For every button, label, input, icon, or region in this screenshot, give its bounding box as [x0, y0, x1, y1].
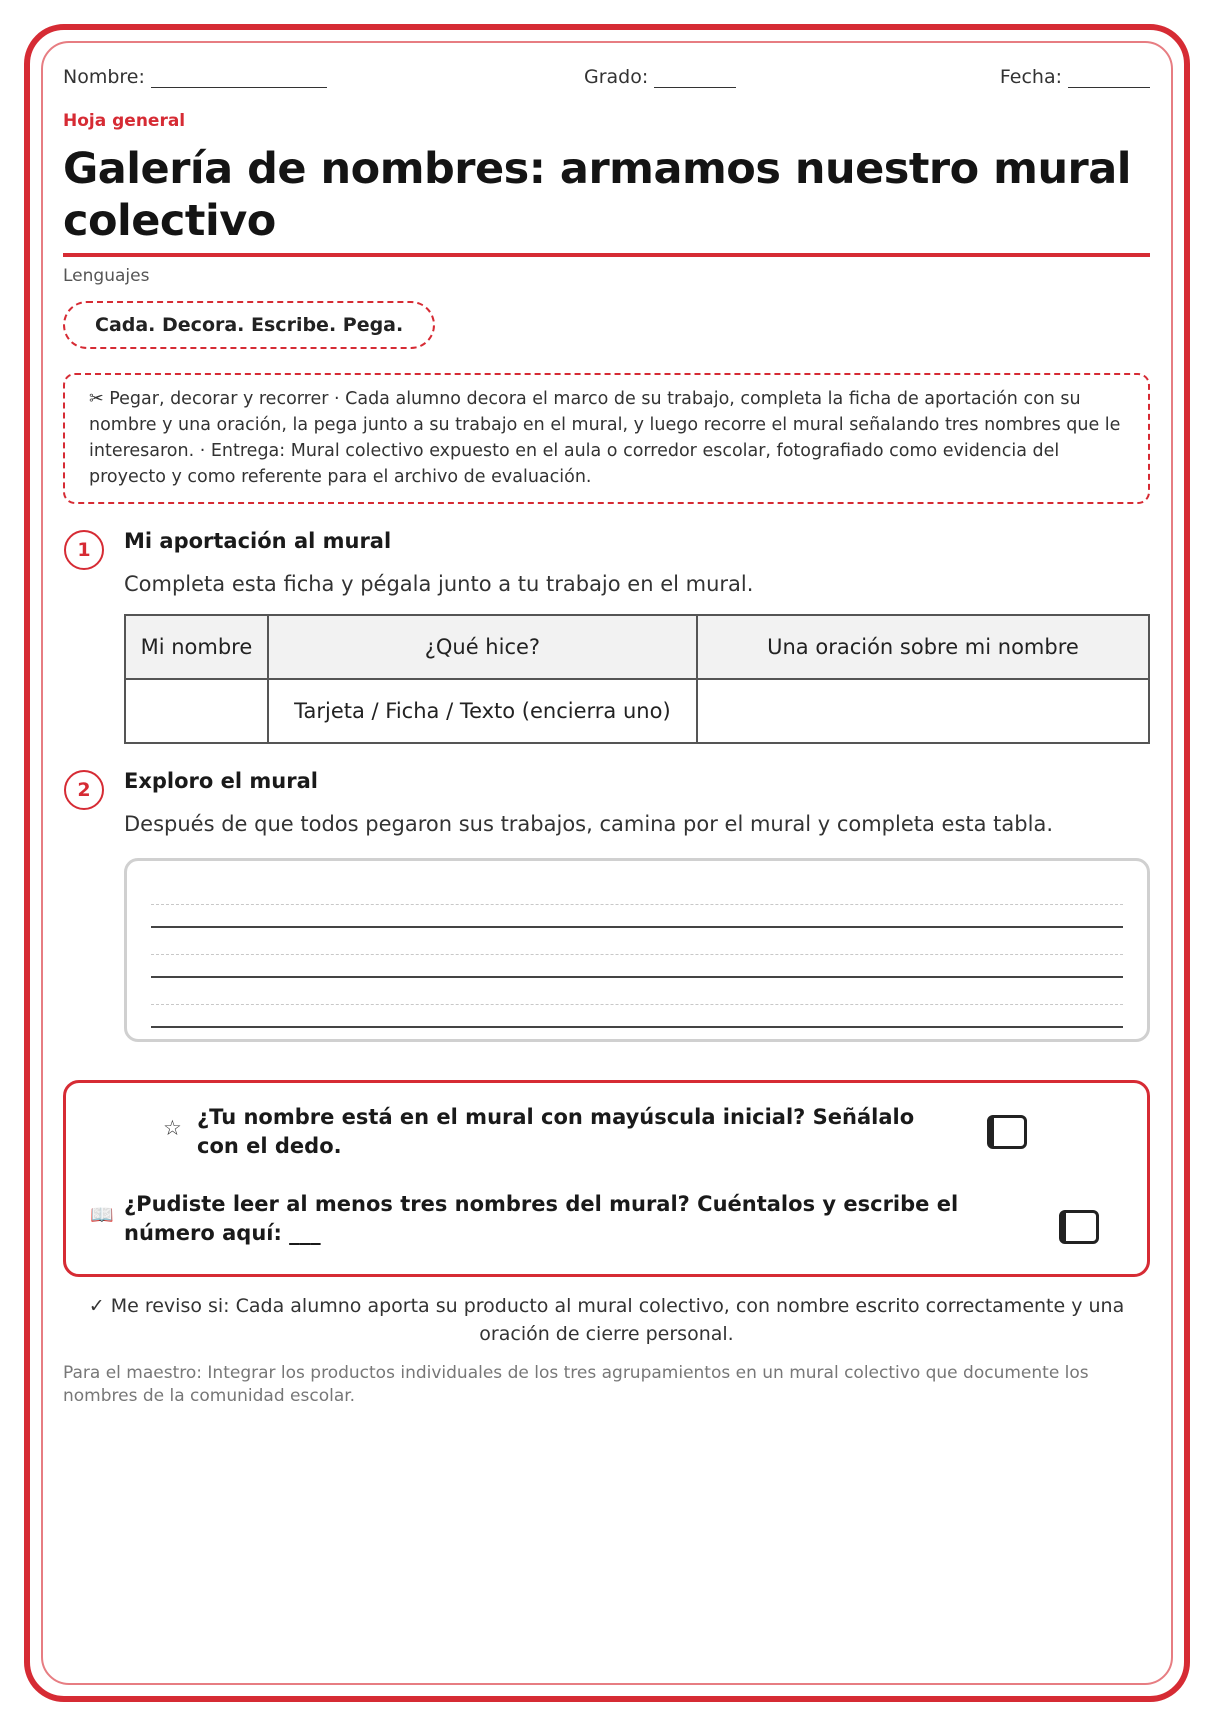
date-blank[interactable]	[1068, 68, 1150, 88]
section-contribution	[63, 526, 1150, 744]
table-row	[125, 679, 1149, 743]
self-check-note: ✓ Me reviso si: Cada alumno aporta su producto al mural colectivo, con nombre escrito correctamente y una oración de cierre personal.	[88, 1295, 1125, 1345]
sheet-tag: Hoja general	[63, 111, 186, 131]
contribution-table	[124, 614, 1150, 744]
grade-blank[interactable]	[654, 68, 736, 88]
guide-line	[151, 1004, 1123, 1005]
section-1-description: Completa esta ficha y pégala junto a tu trabajo en el mural.	[124, 572, 754, 596]
subject-label: Lenguajes	[63, 266, 150, 286]
checkbox-2[interactable]	[1059, 1210, 1099, 1244]
name-blank[interactable]	[151, 68, 327, 88]
sentence-cell[interactable]	[697, 679, 1149, 743]
table-header-row	[125, 615, 1149, 679]
writing-line[interactable]	[151, 1026, 1123, 1028]
title-divider	[63, 253, 1150, 257]
table-header: Mi nombre	[125, 615, 268, 679]
checklist-item-2: ¿Pudiste leer al menos tres nombres del mural? Cuéntalos y escribe el número aquí: ___	[124, 1192, 959, 1245]
table-header: ¿Qué hice?	[268, 615, 697, 679]
checkbox-1[interactable]	[987, 1115, 1027, 1149]
checklist-item-1: ¿Tu nombre está en el mural con mayúscula inicial? Señálalo con el dedo.	[197, 1105, 915, 1158]
name-cell[interactable]	[125, 679, 268, 743]
section-2-title: Exploro el mural	[124, 769, 318, 793]
book-icon: 📖	[90, 1204, 114, 1226]
writing-area[interactable]	[124, 858, 1150, 1042]
worksheet	[63, 66, 1150, 1408]
grade-label: Grado:	[584, 66, 649, 88]
guide-line	[151, 904, 1123, 905]
star-icon: ☆	[163, 1116, 182, 1140]
table-header: Una oración sobre mi nombre	[697, 615, 1149, 679]
checklist-box	[63, 1080, 1150, 1277]
section-1-title: Mi aportación al mural	[124, 529, 392, 553]
section-explore	[63, 766, 1150, 1042]
student-info-row	[63, 66, 1150, 98]
section-2-description: Después de que todos pegaron sus trabajos, camina por el mural y completa esta tabla.	[124, 812, 1053, 836]
date-field[interactable]	[1000, 66, 1150, 88]
date-label: Fecha:	[999, 66, 1062, 88]
name-label: Nombre:	[63, 66, 145, 88]
slogan-badge: Cada. Decora. Escribe. Pega.	[63, 301, 435, 349]
section-number-2: 2	[64, 770, 104, 810]
teacher-note: Para el maestro: Integrar los productos individuales de los tres agrupamientos en un mural colectivo que documente los nombres de la comunidad escolar.	[63, 1363, 1089, 1406]
instructions-box: ✂ Pegar, decorar y recorrer · Cada alumno decora el marco de su trabajo, completa la ficha de aportación con su nombre y una oración, la pega junto a su trabajo en el mural, y luego recorre el mural señalando tres nombres que le interesaron. · Entrega: Mural colectivo expuesto en el aula o corredor escolar, fotografiado como evidencia del proyecto y como referente para el archivo de evaluación.	[63, 373, 1150, 504]
page-title: Galería de nombres: armamos nuestro mural colectivo	[63, 144, 1132, 246]
grade-field[interactable]	[584, 66, 736, 88]
writing-line[interactable]	[151, 926, 1123, 928]
guide-line	[151, 954, 1123, 955]
what-cell[interactable]: Tarjeta / Ficha / Texto (encierra uno)	[268, 679, 697, 743]
name-field[interactable]	[63, 66, 327, 88]
section-number-1: 1	[64, 530, 104, 570]
writing-line[interactable]	[151, 976, 1123, 978]
